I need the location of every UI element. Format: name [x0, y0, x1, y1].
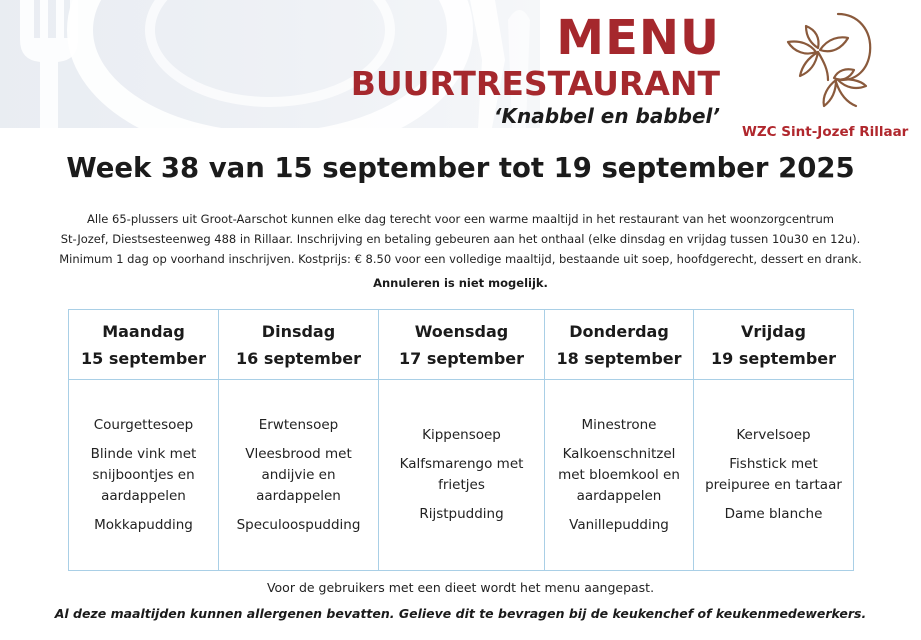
soup: Minestrone — [581, 416, 657, 433]
table-header-row — [69, 310, 854, 380]
menu-cell-wednesday — [379, 380, 545, 571]
soup: Kervelsoep — [736, 427, 811, 443]
allergen-note: Al deze maaltijden kunnen allergenen bevatten. Gelieve dit te bevragen bij de keukenchef of keukenmedewerkers. — [54, 606, 867, 621]
menu-title: MENU — [556, 10, 720, 66]
week-heading: Week 38 van 15 september tot 19 september 2025 — [66, 152, 855, 184]
lily-flower-logo-icon — [776, 8, 876, 118]
day-header-tuesday — [219, 310, 379, 380]
diet-footnote: Voor de gebruikers met een dieet wordt het menu aangepast. — [266, 580, 655, 595]
dessert: Speculoospudding — [236, 516, 361, 533]
day-header-wednesday — [379, 310, 545, 380]
soup: Erwtensoep — [258, 416, 339, 433]
day-date: 18 september — [556, 348, 682, 368]
day-date: 15 september — [80, 348, 207, 368]
menu-cell-monday — [69, 380, 219, 571]
day-header-thursday — [545, 310, 694, 380]
main-course: Fishstick met preipuree en tartaar — [705, 456, 842, 493]
weekly-menu-table — [68, 309, 854, 571]
intro-text — [10, 209, 911, 269]
soup: Courgettesoep — [93, 416, 194, 433]
day-date: 16 september — [235, 348, 362, 368]
intro-line: Minimum 1 dag op voorhand inschrijven. Kostprijs: € 8.50 voor een volledige maaltijd, bestaande uit soep, hoofdgerecht, dessert en drank. — [59, 252, 862, 266]
main-course: Kalkoenschnitzel met bloemkool en aardappelen — [558, 445, 680, 504]
intro-line: Alle 65-plussers uit Groot-Aarschot kunnen elke dag terecht voor een warme maaltijd in het restaurant van het woonzorgcentrum — [87, 212, 834, 226]
day-date: 19 september — [710, 348, 837, 368]
day-name: Donderdag — [569, 321, 669, 341]
organization-name: WZC Sint-Jozef Rillaar — [742, 124, 909, 140]
dessert: Rijstpudding — [419, 506, 504, 522]
day-name: Dinsdag — [261, 321, 336, 341]
table-row — [69, 380, 854, 571]
menu-cell-thursday — [545, 380, 694, 571]
soup: Kippensoep — [422, 427, 501, 443]
tagline: ‘Knabbel en babbel’ — [493, 104, 720, 128]
restaurant-title: BUURTRESTAURANT — [350, 64, 720, 103]
dessert: Vanillepudding — [569, 516, 669, 533]
main-course: Blinde vink met snijboontjes en aardappelen — [90, 445, 197, 504]
main-course: Kalfsmarengo met frietjes — [399, 456, 524, 493]
day-name: Woensdag — [414, 321, 509, 341]
day-name: Vrijdag — [741, 321, 806, 341]
menu-cell-tuesday — [219, 380, 379, 571]
main-course: Vleesbrood met andijvie en aardappelen — [245, 445, 352, 504]
menu-cell-friday — [694, 380, 854, 571]
day-header-monday — [69, 310, 219, 380]
day-name: Maandag — [102, 321, 185, 341]
dessert: Dame blanche — [724, 506, 823, 522]
intro-line: St-Jozef, Diestsesteenweg 488 in Rillaar. Inschrijving en betaling gebeuren aan het onthaal (elke dinsdag en vrijdag tussen 10u30 en 12u). — [60, 232, 861, 246]
cancel-note: Annuleren is niet mogelijk. — [373, 276, 548, 290]
day-header-friday — [694, 310, 854, 380]
dessert: Mokkapudding — [94, 516, 193, 533]
day-date: 17 september — [398, 348, 525, 368]
